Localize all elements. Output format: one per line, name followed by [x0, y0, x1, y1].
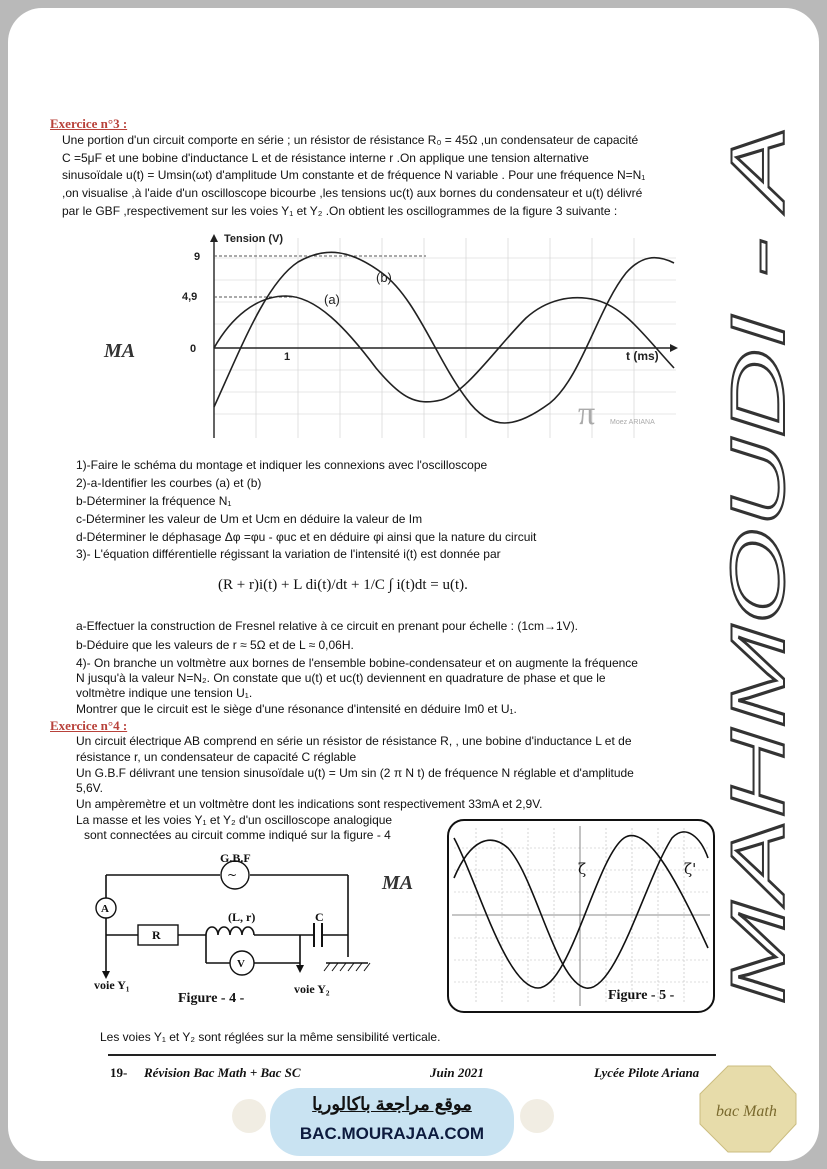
ex3-question-3: 3)- L'équation différentielle régissant la variation de l'intensité i(t) est donnée par — [76, 547, 501, 561]
side-watermark — [706, 110, 806, 1010]
site-banner[interactable] — [270, 1088, 514, 1156]
figure-4-caption: Figure - 4 - — [178, 991, 245, 1006]
ex3-question-4-line-3: voltmètre indique une tension U₁. — [76, 686, 253, 700]
ex3-intro-line-5: par le GBF ,respectivement sur les voies Y₁ et Y₂ .On obtient les oscillogrammes de la figure 3 suivante : — [62, 204, 618, 218]
book-logo-icon-right — [520, 1099, 554, 1133]
ex3-question-2a: 2)-a-Identifier les courbes (a) et (b) — [76, 476, 262, 490]
ex4-line-4: 5,6V. — [76, 781, 103, 795]
graph-watermark: Moez ARIANA — [610, 419, 655, 426]
graph-xlabel: t (ms) — [626, 349, 659, 363]
svg-text:~: ~ — [227, 868, 238, 882]
exercise-3-title: Exercice n°3 : — [50, 116, 128, 131]
coil-label: (L, r) — [228, 910, 256, 924]
ma-mark-2: MA — [382, 872, 414, 894]
ex4-line-2: résistance r, un condensateur de capacité C réglable — [76, 750, 357, 764]
ex3-intro-line-3: sinusoïdale u(t) = Umsin(ωt) d'amplitude Um constante et de fréquence N variable . Pour une fréquence N=N₁ — [62, 168, 646, 182]
resistor-label: R — [152, 928, 161, 942]
ex4-line-6: La masse et les voies Y₁ et Y₂ d'un oscilloscope analogique — [76, 813, 393, 827]
curve-b-label: (b) — [376, 270, 392, 285]
ammeter-label: A — [101, 903, 109, 915]
figure-5-oscilloscope — [446, 818, 716, 1014]
exercise-4-title: Exercice n°4 : — [50, 718, 128, 733]
voie-y1-label: voie Y₁ — [94, 978, 130, 992]
ma-mark-1: MA — [104, 340, 136, 362]
bac-math-badge — [698, 1064, 798, 1154]
side-text: MAHMOUDI - A — [716, 467, 801, 1005]
course-title: Révision Bac Math + Bac SC — [144, 1065, 301, 1080]
tick-1: 1 — [284, 351, 291, 363]
curve-a — [214, 296, 674, 402]
trace-label-2: ζ' — [684, 860, 697, 878]
banner-arabic-text: موقع مراجعة باكالوريا — [312, 1094, 472, 1114]
figure-3-graph — [182, 228, 674, 438]
ex3-intro-line-1: Une portion d'un circuit comporte en série ; un résistor de résistance R₀ = 45Ω ,un condensateur de capacité — [62, 133, 639, 147]
graph-ylabel: Tension (V) — [224, 233, 284, 245]
ex3-question-2d: d-Déterminer le déphasage Δφ =φu - φuc et en déduire φi ainsi que la nature du circuit — [76, 530, 537, 544]
ex4-line-7: sont connectées au circuit comme indiqué sur la figure - 4 — [84, 828, 391, 842]
ex4-last-line: Les voies Y₁ et Y₂ sont réglées sur la même sensibilité verticale. — [100, 1030, 441, 1044]
trace-label-1: ζ — [578, 860, 587, 878]
tick-0: 0 — [190, 343, 197, 355]
figure-5-caption: Figure - 5 - — [608, 988, 675, 1003]
badge-text: bac Math — [716, 1103, 777, 1120]
ex4-line-1: Un circuit électrique AB comprend en série un résistor de résistance R, , une bobine d'inductance L et de — [76, 734, 632, 748]
capacitor-label: C — [315, 910, 324, 924]
curve-a-label: (a) — [324, 292, 340, 307]
gbf-label: G.B.F — [220, 851, 251, 865]
footer-date: Juin 2021 — [430, 1065, 484, 1080]
ex3-question-2b: b-Déterminer la fréquence N₁ — [76, 494, 232, 508]
ex3-question-3b: b-Déduire que les valeurs de r ≈ 5Ω et de L ≈ 0,06H. — [76, 638, 354, 652]
ex3-intro-line-4: ,on visualise ,à l'aide d'un oscilloscope bicourbe ,les tensions uc(t) aux bornes du condensateur et u(t) délivré — [62, 186, 643, 200]
footer-rule — [108, 1054, 716, 1056]
ex3-question-4-line-1: 4)- On branche un voltmètre aux bornes de l'ensemble bobine-condensateur et on augmente la fréquence — [76, 656, 638, 670]
book-logo-icon-left — [232, 1099, 266, 1133]
tick-4-9: 4,9 — [182, 291, 198, 303]
figure-4-circuit — [90, 845, 390, 1010]
ex3-question-1: 1)-Faire le schéma du montage et indiquer les connexions avec l'oscilloscope — [76, 458, 488, 472]
voltmeter-label: V — [237, 958, 245, 970]
ex3-intro-line-2: C =5μF et une bobine d'inductance L et de résistance interne r .On applique une tension alternative — [62, 151, 589, 165]
ex3-question-3a: a-Effectuer la construction de Fresnel relative à ce circuit en prenant pour échelle : (1cm→1V). — [76, 619, 579, 633]
ex3-question-4-line-4: Montrer que le circuit est le siège d'une résonance d'intensité en déduire Im0 et U₁. — [76, 702, 517, 716]
curve-b — [214, 252, 674, 423]
page-number: 19- — [110, 1065, 128, 1080]
differential-equation: (R + r)i(t) + L di(t)/dt + 1/C ∫ i(t)dt = u(t). — [218, 577, 468, 593]
ex3-question-2c: c-Déterminer les valeur de Um et Ucm en déduire la valeur de Im — [76, 512, 423, 526]
banner-url[interactable]: BAC.MOURAJAA.COM — [299, 1124, 485, 1143]
voie-y2-label: voie Y₂ — [294, 982, 330, 996]
ex3-question-4-line-2: N jusqu'à la valeur N=N₂. On constate que u(t) et uc(t) deviennent en quadrature de phase et que le — [76, 671, 606, 685]
ex4-line-3: Un G.B.F délivrant une tension sinusoïdale u(t) = Um sin (2 π N t) de fréquence N réglable et d'amplitude — [76, 766, 634, 780]
pi-watermark-icon: π — [578, 395, 596, 432]
school-name: Lycée Pilote Ariana — [594, 1065, 700, 1080]
ex4-line-5: Un ampèremètre et un voltmètre dont les indications sont respectivement 33mA et 2,9V. — [76, 797, 543, 811]
tick-9: 9 — [194, 251, 201, 263]
